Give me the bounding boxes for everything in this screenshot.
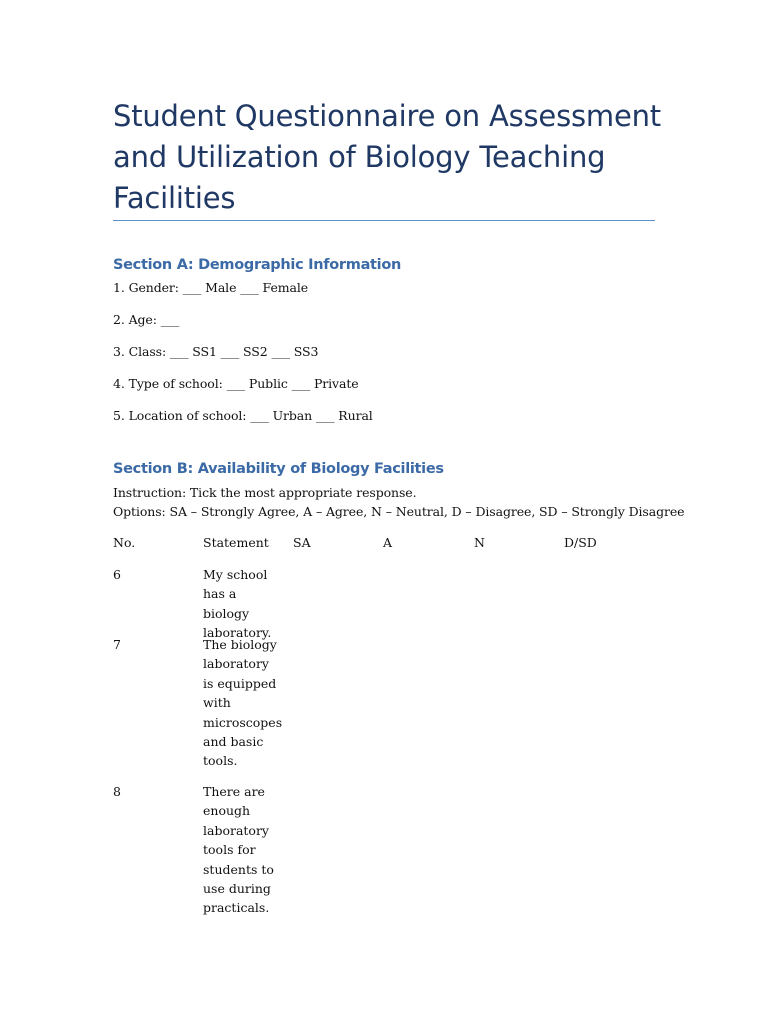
row-6-statement: My school has a biology laboratory. [203,567,272,641]
header-n: N [474,535,485,550]
class-question: 3. Class: ___ SS1 ___ SS2 ___ SS3 [113,344,319,359]
header-statement: Statement [203,535,269,550]
instruction-text: Instruction: Tick the most appropriate response. [113,485,417,500]
school-type-question: 4. Type of school: ___ Public ___ Private [113,376,359,391]
row-7-number: 7 [113,637,121,652]
row-8-number: 8 [113,784,121,799]
section-a-heading: Section A: Demographic Information [113,257,402,273]
row-7-statement: The biology laboratory is equipped with microscopes and basic tools. [203,637,283,769]
section-b-heading: Section B: Availability of Biology Facilities [113,461,444,477]
gender-question: 1. Gender: ___ Male ___ Female [113,280,309,295]
header-dsd: D/SD [564,535,597,550]
options-text: Options: SA – Strongly Agree, A – Agree, N – Neutral, D – Disagree, SD – Strongly Disagree [113,504,685,519]
row-6-number: 6 [113,567,121,582]
header-sa: SA [293,535,311,550]
age-question: 2. Age: ___ [113,312,180,327]
row-8-statement: There are enough laboratory tools for students to use during practicals. [203,784,274,916]
document-title: Student Questionnaire on Assessment and Utilization of Biology Teaching Facilities [113,99,661,215]
header-no: No. [113,535,136,550]
header-a: A [383,535,393,550]
school-location-question: 5. Location of school: ___ Urban ___ Rural [113,408,373,423]
title-divider [113,220,655,221]
